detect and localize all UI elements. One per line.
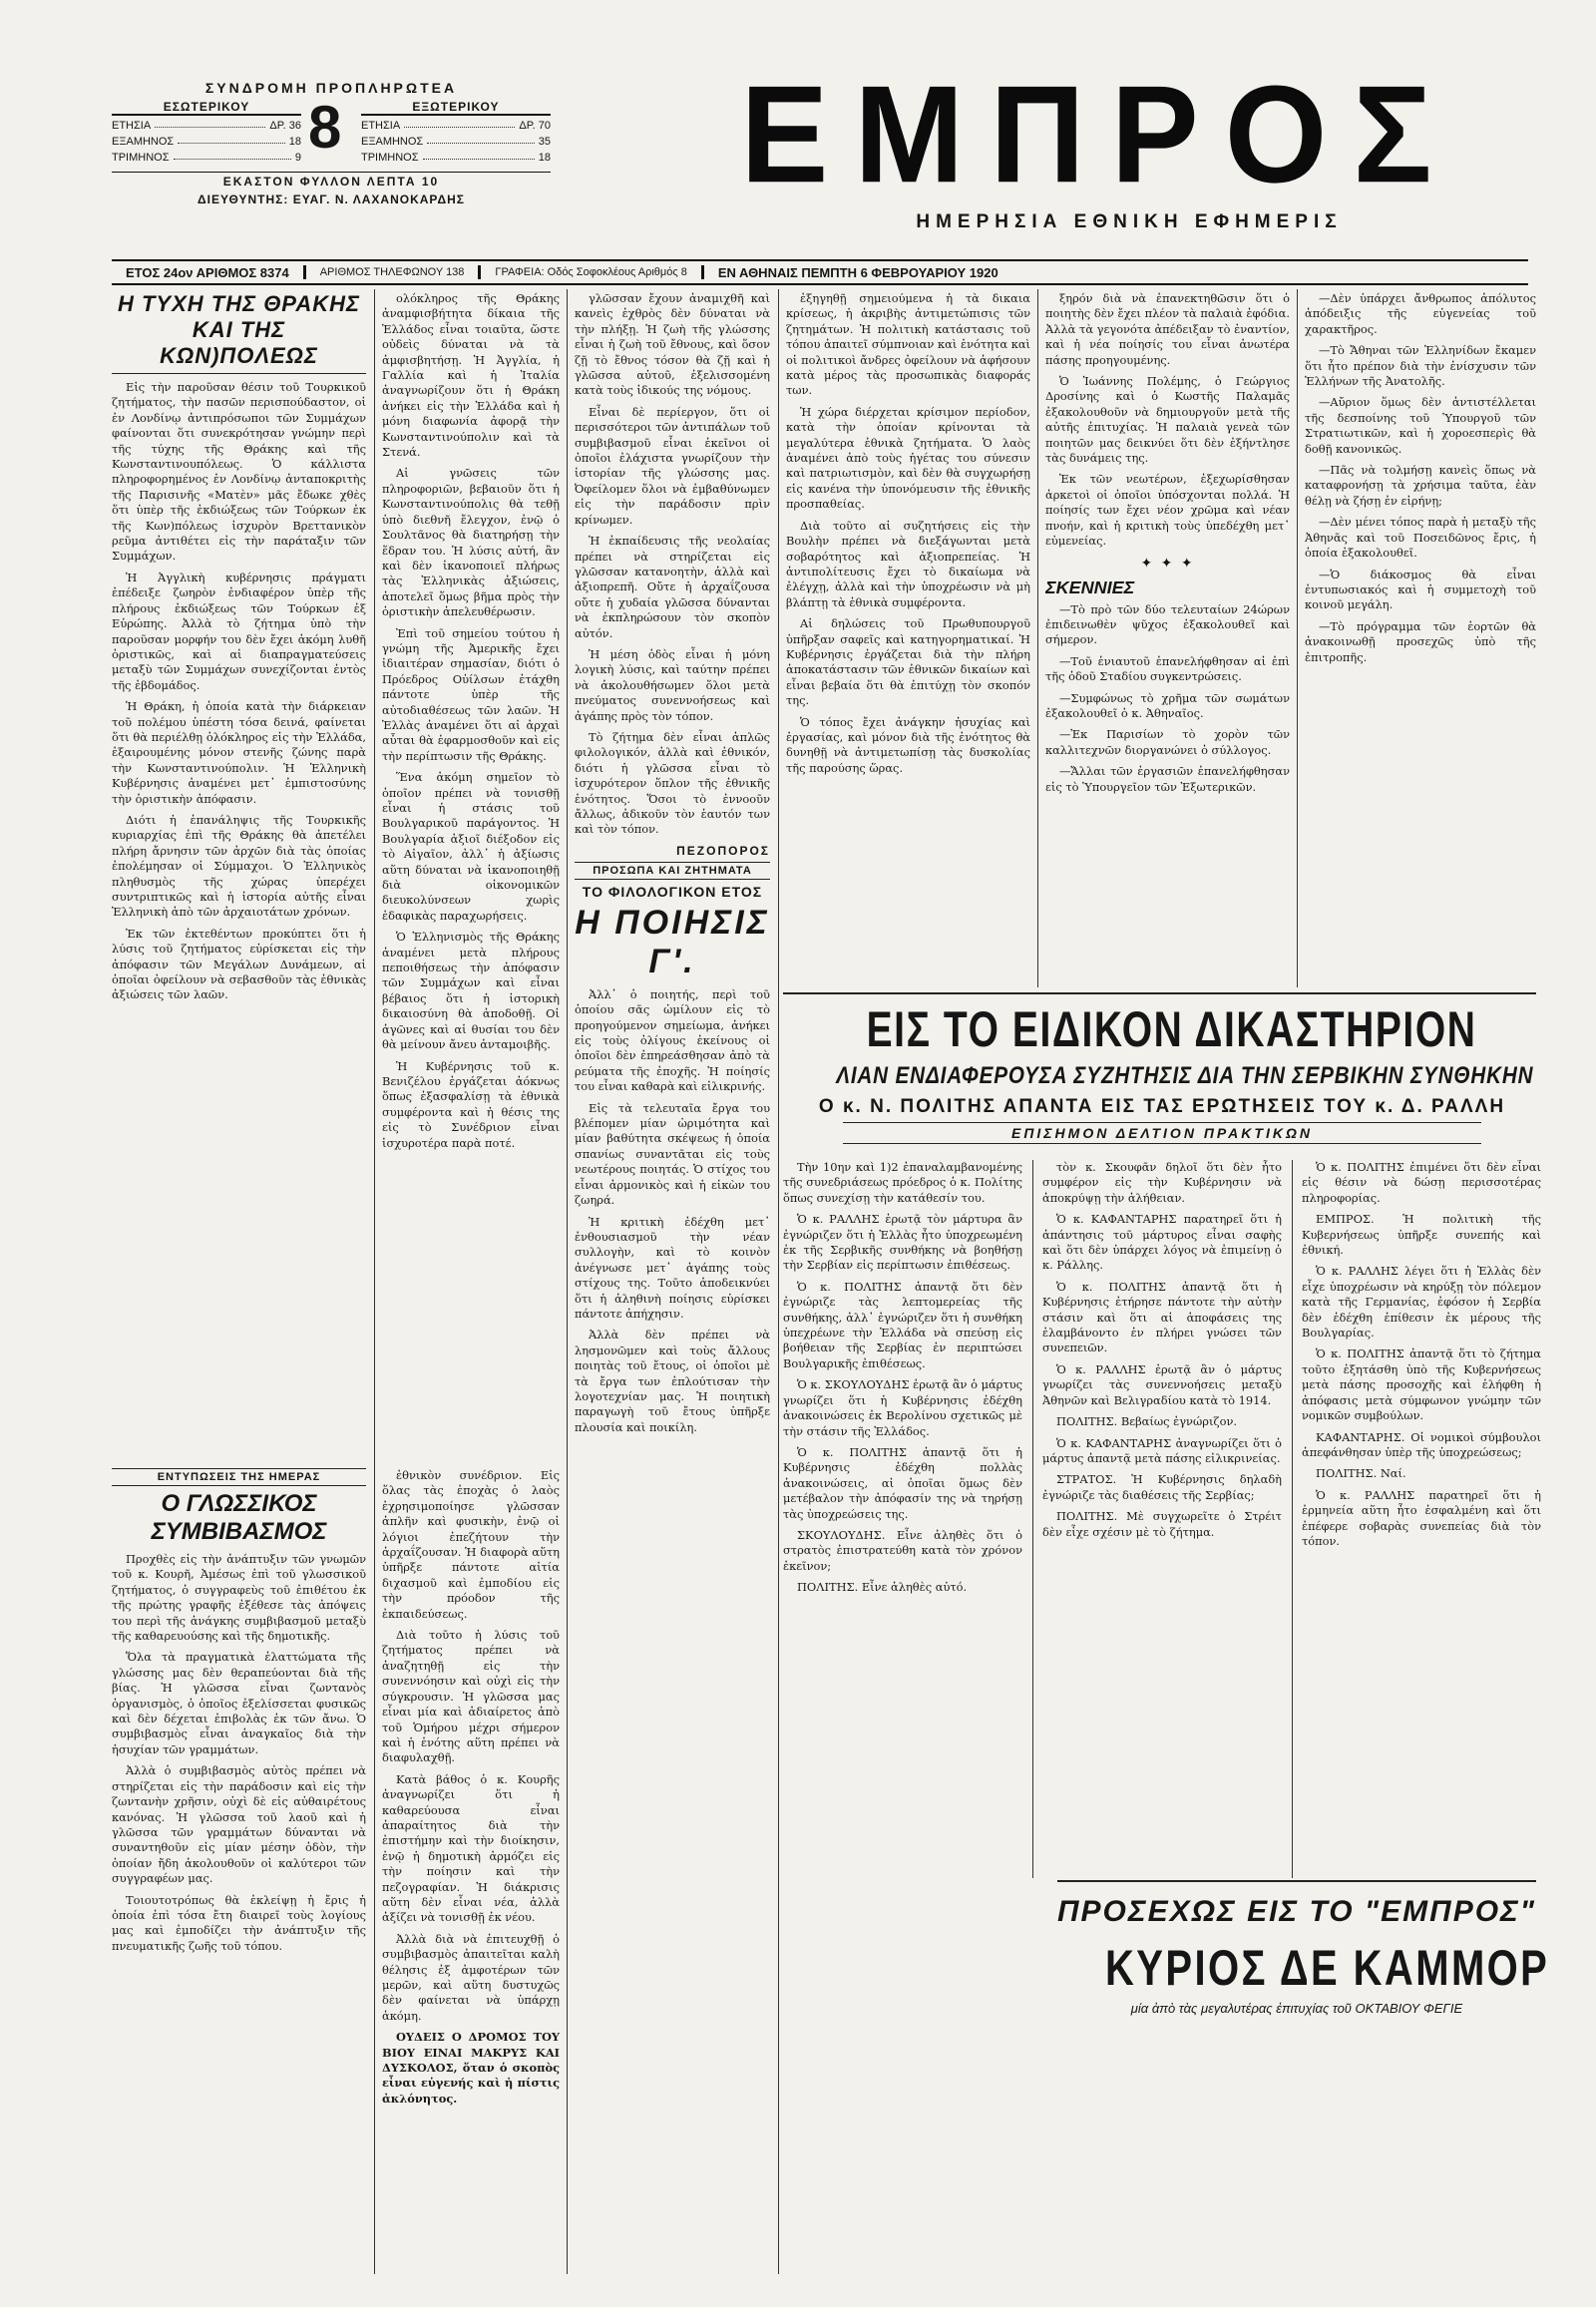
article-paragraph: Ἡ κριτικὴ ἐδέχθη μετ᾽ ἐνθουσιασμοῦ τὴν νέαν συλλογὴν, καὶ τὸ κοινὸν ἀνέγνωσε μετ᾽ ἀγάπης τοὺς στίχους της. Τοῦτο ἀποδεικνύει ὅτι ἡ ἀληθινὴ ποίησις εὑρίσκει πάντοτε ἀπήχησιν. — [575, 1214, 770, 1321]
column-rule — [374, 289, 375, 2274]
rate-value: 9 — [294, 152, 301, 164]
issue-phone: ΑΡΙΘΜΟΣ ΤΗΛΕΦΩΝΟΥ 138 — [319, 266, 465, 278]
lead-paragraph: Ὁ κ. ΡΑΛΛΗΣ λέγει ὅτι ἡ Ἑλλὰς δὲν εἶχε ὑποχρέωσιν νὰ κηρύξῃ τὸν πόλεμον κατὰ τῆς Γερμανίας, ἐφόσον ἡ Σερβία δὲν ἐδέχθη ἐπίθεσιν ἐκ μέρους τῆς Βουλγαρίας. — [1302, 1264, 1541, 1341]
article-paragraph: Διὰ τοῦτο αἱ συζητήσεις εἰς τὴν Βουλὴν πρέπει νὰ διεξάγωνται μετὰ σοβαρότητος καὶ ἀξιοπρεπείας. Ἡ ἀντιπολίτευσις ἔχει τὸ δικαίωμα νὰ ἐλέγχῃ, ἀλλὰ καὶ τὴν ὑποχρέωσιν νὰ μὴ βλάπτῃ τὰ ἐθνικὰ συμφέροντα. — [786, 518, 1030, 609]
article-paragraph: Ὁ τόπος ἔχει ἀνάγκην ἡσυχίας καὶ ἐργασίας, καὶ μόνον διὰ τῆς ἑνότητος θὰ δυνηθῇ νὰ ἀντιμετωπίσῃ τὰς δυσκολίας τῆς παρούσης ὥρας. — [786, 714, 1030, 775]
article-paragraph: Εἰς τὰ τελευταῖα ἔργα του βλέπομεν μίαν ὡριμότητα καὶ μίαν βαθύτητα σκέψεως ἡ ὁποία σπανίως συναντᾶται εἰς τοὺς νεωτέρους ποιητάς. Ὁ στίχος του εἶναι ἁρμονικὸς καὶ ἡ εἰκὼν του ζωηρά. — [575, 1100, 770, 1208]
issue-office: ΓΡΑΦΕΙΑ: Οδός Σοφοκλέους Αριθμός 8 — [495, 266, 687, 278]
lead-column — [1302, 1160, 1541, 1878]
issue-price-numeral: 8 — [308, 94, 342, 161]
article-paragraph: Ἀλλ᾽ ὁ ποιητής, περὶ τοῦ ὁποίου σᾶς ὡμίλουν εἰς τὸ προηγούμενον σημείωμα, ἀνήκει εἰς τοὺς ὀλίγους ἐκείνους οἱ ὁποῖοι δὲν ἐπηρεάσθησαν ἀπὸ τὰ ρεύματα τῆς ἐποχῆς. Ἡ ποίησίς του εἶναι καθαρὰ καὶ εἰλικρινής. — [575, 986, 770, 1094]
article-language — [112, 1468, 366, 2281]
announcement-title: ΠΡΟΣΕΧΩΣ ΕΙΣ ΤΟ "ΕΜΠΡΟΣ" — [1057, 1895, 1536, 1928]
article-paragraph: Ὁ Ἑλληνισμὸς τῆς Θράκης ἀναμένει μετὰ πλήρους πεποιθήσεως τὴν ἀπόφασιν τῶν Συμμάχων καὶ εἶναι βέβαιος ὅτι ἡ ἱστορικὴ δικαιοσύνη θὰ ἀποδοθῇ. Οἱ ἀγῶνες καὶ αἱ θυσίαι του δὲν θὰ μείνουν ἄνευ ἀνταμοιβῆς. — [382, 930, 560, 1052]
article-signature: ΠΕΖΟΠΟΡΟΣ — [676, 843, 770, 858]
article-paragraph: Ἐκ τῶν ἐκτεθέντων προκύπτει ὅτι ἡ λύσις τοῦ ζητήματος εὑρίσκεται εἰς τὴν ἀπόφασιν τῶν Μεγάλων Δυνάμεων, αἱ ὁποῖαι ὀφείλουν νὰ σεβασθοῦν τὰς ἐθνικὰς ἀξιώσεις τῶν λαῶν. — [112, 926, 366, 1002]
article-paragraph: γλῶσσαν ἔχουν ἀναμιχθῆ καὶ κανεὶς ἐχθρὸς δὲν δύναται νὰ τὴν πλήξῃ. Ἡ ζωὴ τῆς γλώσσης εἶναι ἡ ζωὴ τοῦ ἔθνους, καὶ ὅσον ζῇ τὸ ἔθνος τόσον θὰ ζῇ καὶ ἡ γλῶσσα αὐτοῦ, ἐξελισσομένη κατὰ τοὺς ἰδικούς της νόμους. — [575, 291, 770, 398]
announcement-name: ΚΥΡΙΟΣ ΔΕ ΚΑΜΜΟΡ — [1105, 1940, 1550, 1996]
issue-info-bar — [112, 259, 1528, 285]
rate-label: ΕΤΗΣΙΑ — [112, 120, 152, 132]
article-paragraph: ἐξηγηθῇ σημειούμενα ἡ τὰ δικαια κρίσεως, ἡ ἀκριβὴς ἀντιμετώπισις τῶν ζητημάτων. Ἡ πολιτικὴ κατάστασις τοῦ τόπου ἀπαιτεῖ σύμπνοιαν καὶ ἑνότητα καὶ οἱ πολιτικοὶ ἄνδρες ὀφείλουν νὰ ἀφήσουν κατὰ μέρος τὰς προσωπικὰς διαφοράς των. — [786, 291, 1030, 398]
domestic-head: ΕΣΩΤΕΡΙΚΟΥ — [112, 100, 301, 116]
lead-columns — [783, 1160, 1541, 1878]
article-title: Ο ΓΛΩΣΣΙΚΟΣ ΣΥΜΒΙΒΑΣΜΟΣ — [151, 1490, 327, 1545]
news-item: —Ἄλλαι τῶν ἐργασιῶν ἐπανελήφθησαν εἰς τὸ Ὑπουργεῖον τῶν Ἐξωτερικῶν. — [1045, 764, 1290, 794]
article-paragraph: Ἡ χώρα διέρχεται κρίσιμον περίοδον, κατὰ τὴν ὁποίαν κρίνονται τὰ μεγαλύτερα ἐθνικὰ ζητήματα. Ὁ λαὸς ἀναμένει ἀπὸ τοὺς ἡγέτας του σύνεσιν καὶ πατριωτισμὸν, καὶ δὲν θὰ συγχωρήσῃ εἰς κανένα τὴν ὑπονόμευσιν τῆς ἐθνικῆς προσπαθείας. — [786, 404, 1030, 512]
rate-label: ΤΡΙΜΗΝΟΣ — [361, 152, 419, 164]
article-paragraph: ολόκληρος τῆς Θράκης ἀναμφισβήτητα δίκαια τῆς Ἑλλάδος εἶναι τοιαῦτα, ὥστε οὐδεὶς δύναται νὰ τὰ ἀμφισβητήσῃ. Ἡ Ἀγγλία, ἡ Γαλλία καὶ ἡ Ἰταλία ἀναγνωρίζουν ὅτι ἡ Θράκη ἀνήκει εἰς τὴν Ἑλλάδα καὶ ἡ μόνη διαφωνία ἀφορᾷ τὴν Κωνσταντινούπολιν καὶ τὰ Στενά. — [382, 291, 560, 460]
lead-paragraph: Ὁ κ. ΠΟΛΙΤΗΣ ἀπαντᾷ ὅτι τὸ ζήτημα τοῦτο ἐξητάσθη ὑπὸ τῆς Κυβερνήσεως μετὰ πάσης προσοχῆς καὶ ἐλήφθη ἡ ἀπόφασις μετὰ σύμφωνον γνώμην τῶν νομικῶν συμβούλων. — [1302, 1346, 1541, 1423]
article-paragraph: Ἡ Ἀγγλικὴ κυβέρνησις πράγματι ἐπέδειξε ζωηρὸν ἐνδιαφέρον ὑπὲρ τῆς πλήρους ἐκδιώξεως τῶν Τούρκων ἐξ Εὐρώπης. Ἀλλὰ τὸ ζήτημα ὑπὸ τὴν παροῦσαν μορφήν του δὲν ἔχει ἀκόμη λυθῆ ὁριστικῶς, καὶ αἱ διαπραγματεύσεις μεταξὺ τῶν Συμμάχων συνεχίζονται ἐντὸς τῆς ἑβδομάδος. — [112, 570, 366, 692]
rate-value: ΔΡ. 70 — [519, 120, 551, 132]
column-rule — [1037, 289, 1038, 987]
article-paragraph: Κατὰ βάθος ὁ κ. Κουρῆς ἀναγνωρίζει ὅτι ἡ καθαρεύουσα εἶναι ἀπαραίτητος διὰ τὴν ἐπιστήμην καὶ τὴν διοίκησιν, ἐνῷ ἡ δημοτικὴ ἁρμόζει εἰς τὴν ποίησιν καὶ τὴν πεζογραφίαν. Ἡ διάκρισις αὕτη δὲν εἶναι νέα, ἀλλὰ ἀξίζει νὰ τονισθῇ ἐκ νέου. — [382, 1771, 560, 1925]
article-paragraph: Εἶναι δὲ περίεργον, ὅτι οἱ περισσότεροι τῶν ἀντιπάλων τοῦ συμβιβασμοῦ εἶναι ἐκεῖνοι οἱ ὁποῖοι ἐλάχιστα γνωρίζουν τὴν ἱστορίαν τῆς γλώσσης μας. Ὀφείλομεν ὅλοι νὰ ἐμβαθύνωμεν εἰς τὴν παράδοσιν πρὶν κρίνωμεν. — [575, 404, 770, 527]
column-rule — [1297, 289, 1298, 987]
article-paragraph: Τοιουτοτρόπως θὰ ἐκλείψῃ ἡ ἔρις ἡ ὁποία ἐπὶ τόσα ἔτη διαιρεῖ τοὺς λογίους μας καὶ ἐμποδίζει τὴν ἀνάπτυξιν τῆς πνευματικῆς ζωῆς τοῦ τόπου. — [112, 1892, 366, 1953]
article-language-continued — [382, 1468, 560, 2281]
article-title: Η ΠΟΙΗΣΙΣ Γ'. — [575, 903, 770, 980]
rate-label: ΕΤΗΣΙΑ — [361, 120, 401, 132]
rate-label: ΕΞΑΜΗΝΟΣ — [112, 136, 175, 148]
domestic-rates — [112, 100, 301, 164]
rate-value: 18 — [538, 152, 551, 164]
rate-value: ΔΡ. 36 — [269, 120, 301, 132]
article-paragraph: Προχθὲς εἰς τὴν ἀνάπτυξιν τῶν γνωμῶν τοῦ κ. Κουρῆ, Ἀμέσως ἐπὶ τοῦ γλωσσικοῦ ζητήματος, ὁ συγγραφεὺς τοῦ ἐπιθέτου ἐκ τῆς πρώτης γραφῆς ἐξέθεσε τὰς ἀπόψεις του περὶ τῆς ἀνάγκης συμβιβασμοῦ μεταξὺ τῆς καθαρευούσης καὶ τῆς δημοτικῆς. — [112, 1552, 366, 1644]
lead-paragraph: Ὁ κ. ΠΟΛΙΤΗΣ ἀπαντᾷ ὅτι δὲν ἐγνώριζε τὰς λεπτομερείας τῆς συνθήκης, ἀλλ᾽ ἐγνώριζεν ὅτι ἡ συνθήκη ὑπεχρέωνε τὴν Ἑλλάδα νὰ σπεύσῃ εἰς βοήθειαν τῆς Σερβίας ἐν περιπτώσει Βουλγαρικῆς ἐπιθέσεως. — [783, 1279, 1022, 1370]
lead-paragraph: ΠΟΛΙΤΗΣ. Ναί. — [1316, 1466, 1406, 1481]
article-social-notes — [1305, 291, 1536, 987]
lead-paragraph: ΣΚΟΥΛΟΥΔΗΣ. Εἶνε ἀληθὲς ὅτι ὁ στρατὸς ἐπιστρατεύθη κατὰ τὸν χρόνον ἐκεῖνον; — [783, 1527, 1022, 1573]
lead-paragraph: Ὁ κ. ΣΚΟΥΛΟΥΔΗΣ ἐρωτᾷ ἂν ὁ μάρτυς γνωρίζει ὅτι ἡ Κυβέρνησις ἐδέχθη ἀνακοινώσεις ἐκ Βερολίνου σχετικῶς μὲ τὴν στάσιν τῆς Ἑλλάδος. — [783, 1377, 1022, 1438]
article-paragraph: Ἐπὶ τοῦ σημείου τούτου ἡ γνώμη τῆς Ἀμερικῆς ἔχει ἰδιαιτέραν σημασίαν, διότι ὁ Πρόεδρος Οὐίλσων ἐτάχθη πάντοτε ὑπὲρ τῆς αὐτοδιαθέσεως τῶν λαῶν. Ἡ Ἑλλὰς ἀναμένει ὅτι αἱ ἀρχαὶ αὗται θὰ ἐφαρμοσθοῦν καὶ εἰς τὴν περίπτωσιν τῆς Θράκης. — [382, 625, 560, 763]
rate-value: 18 — [288, 136, 301, 148]
article-thrace-continued — [382, 291, 560, 1463]
article-paragraph: Ἀλλὰ διὰ νὰ ἐπιτευχθῇ ὁ συμβιβασμὸς ἀπαιτεῖται καλὴ θέλησις ἐξ ἀμφοτέρων τῶν μερῶν, καὶ αὕτη δυστυχῶς δὲν φαίνεται νὰ ὑπάρχῃ ἀκόμη. — [382, 1931, 560, 2023]
column-rule — [567, 289, 568, 2274]
price-line: ΕΚΑΣΤΟΝ ΦΥΛΛΟΝ ΛΕΠΤΑ 10 — [112, 172, 551, 189]
section-kicker: ΕΝΤΥΠΩΣΕΙΣ ΤΗΣ ΗΜΕΡΑΣ — [112, 1468, 366, 1486]
article-paragraph: Ἡ Κυβέρνησις τοῦ κ. Βενιζέλου ἐργάζεται ἀόκνως ὅπως ἐξασφαλίσῃ τὰ ἐθνικὰ συμφέροντα καὶ ἡ θέσις της εἰς τὸ Συνέδριον εἶναι ἰσχυροτέρα παρὰ ποτέ. — [382, 1058, 560, 1150]
article-paragraph: Ὅλα τὰ πραγματικὰ ἐλαττώματα τῆς γλώσσης μας δὲν θεραπεύονται διὰ τῆς βίας. Ἡ γλῶσσα εἶναι ζωντανὸς ὀργανισμὸς, ὁ ὁποῖος ἐξελίσσεται φυσικῶς καὶ δὲν δέχεται ἐπιβολὰς ἐκ τῶν ἄνω. Ὁ συμβιβασμὸς εἶναι ἀναγκαῖος διὰ τὴν ἡσυχίαν τῶν γραμμάτων. — [112, 1650, 366, 1756]
article-paragraph: Αἱ δηλώσεις τοῦ Πρωθυπουργοῦ ὑπῆρξαν σαφεῖς καὶ κατηγορηματικαί. Ἡ Κυβέρνησις ἐργάζεται διὰ τὴν πλήρη ἀποκατάστασιν τῶν ἐθνικῶν δικαίων καὶ εἶναι βεβαία ὅτι θὰ ἐπιτύχῃ τὸν σκοπόν της. — [786, 616, 1030, 708]
news-item: —Πᾶς νὰ τολμήσῃ κανεὶς ὅπως νὰ καταφρονήσῃ τὰ χρήσιμα ταῦτα, ἐὰν θέλῃ νὰ ζήσῃ ἐν εἰρήνῃ; — [1305, 463, 1536, 508]
subscription-title: ΣΥΝΔΡΟΜΗ ΠΡΟΠΛΗΡΩΤΕΑ — [204, 80, 458, 96]
article-title: Η ΤΥΧΗ ΤΗΣ ΘΡΑΚΗΣ ΚΑΙ ΤΗΣ ΚΩΝ)ΠΟΛΕΩΣ — [112, 291, 366, 374]
serial-announcement — [1057, 1895, 1550, 2017]
lead-column — [1042, 1160, 1282, 1878]
rate-label: ΤΡΙΜΗΝΟΣ — [112, 152, 170, 164]
rate-value: 35 — [538, 136, 551, 148]
lead-deck: Ο κ. Ν. ΠΟΛΙΤΗΣ ΑΠΑΝΤΑ ΕΙΣ ΤΑΣ ΕΡΩΤΗΣΕΙΣ ΤΟΥ κ. Δ. ΡΑΛΛΗ — [818, 1096, 1506, 1117]
newspaper-subtitle: ΗΜΕΡΗΣΙΑ ΕΘΝΙΚΗ ΕΦΗΜΕΡΙΣ — [916, 211, 1343, 232]
column-rule — [778, 289, 779, 2274]
lead-paragraph: ΠΟΛΙΤΗΣ. Εἶνε ἀληθὲς αὐτό. — [797, 1580, 968, 1595]
issue-year: ΕΤΟΣ 24ον ΑΡΙΘΜΟΣ 8374 — [126, 264, 289, 280]
lead-paragraph: Ὁ κ. ΚΑΦΑΝΤΑΡΗΣ ἀναγνωρίζει ὅτι ὁ μάρτυς ἀπαντᾷ μετὰ πάσης εἰλικρινείας. — [1042, 1435, 1282, 1465]
column-rule — [1032, 1160, 1033, 1878]
article-paragraph: Αἱ γνῶσεις τῶν πληροφοριῶν, βεβαιοῦν ὅτι ἡ Κωνσταντινούπολις θὰ τεθῇ ὑπὸ διεθνῆ ἔλεγχον, ἐνῷ ὁ Σουλτᾶνος θὰ διατηρήσῃ τὴν ἕδραν του. Ἡ λύσις αὐτή, ἂν καὶ δὲν ἱκανοποιεῖ πλήρως τὰς Ἑλληνικὰς ἀξιώσεις, ἀποτελεῖ ὅμως βῆμα πρὸς τὴν ὁριστικὴν ἀπελευθέρωσιν. — [382, 466, 560, 619]
lead-paragraph: Τὴν 10ην καὶ 1)2 ἐπαναλαμβανομένης τῆς συνεδριάσεως πρόεδρος ὁ κ. Πολίτης ὅπως συνεχίσῃ τὴν κατάθεσίν του. — [783, 1160, 1022, 1205]
article-paragraph: Διότι ἡ ἐπανάληψις τῆς Τουρκικῆς κυριαρχίας ἐπὶ τῆς Θράκης θὰ ἀπετέλει πλήρη ἄρνησιν τῶν ἀρχῶν διὰ τὰς ὁποίας ἐπολέμησαν οἱ Σύμμαχοι. Ὁ Ἑλληνικὸς πληθυσμὸς τῆς χώρας ὑπερέχει συντριπτικῶς καὶ ἡ ἱστορία αὐτῆς εἶναι Ἑλληνικὴ ἀπὸ τῶν ἀρχαιοτάτων χρόνων. — [112, 812, 366, 920]
lead-paragraph: Ὁ κ. ΠΟΛΙΤΗΣ ἀπαντᾷ ὅτι ἡ Κυβέρνησις ἐτήρησε πάντοτε τὴν αὐτὴν στάσιν καὶ ὅτι αἱ ἀποφάσεις της ἐλαμβάνοντο ἐν πλήρει γνώσει τῶν συνεπειῶν. — [1042, 1279, 1282, 1355]
lead-paragraph: ΠΟΛΙΤΗΣ. Βεβαίως ἐγνώριζον. — [1056, 1414, 1237, 1429]
lead-story — [783, 1000, 1541, 1595]
news-item: —Δὲν μένει τόπος παρὰ ἡ μεταξὺ τῆς Ἀθηνᾶς καὶ τοῦ Ποσειδῶνος ἔρις, ἡ ὁποία ἐξακολουθεῖ. — [1305, 515, 1536, 561]
article-paragraph: Ἀλλὰ ὁ συμβιβασμὸς αὐτὸς πρέπει νὰ στηρίζεται εἰς τὴν παράδοσιν καὶ εἰς τὴν ζωντανὴν χρῆσιν, οὐχὶ δὲ εἰς αὐθαιρέτους κανόνας. Ἡ γλῶσσα τοῦ λαοῦ καὶ ἡ γλῶσσα τῶν γραμμάτων δύνανται νὰ συναντηθοῦν εἰς μίαν μέσην ὁδὸν, τὴν ὁποίαν ἤδη ἀκολουθοῦν οἱ καλύτεροι τῶν συγγραφέων μας. — [112, 1763, 366, 1886]
article-paragraph: Εἰς τὴν παροῦσαν θέσιν τοῦ Τουρκικοῦ ζητήματος, τὴν πασῶν περισπούδαστον, οἱ ἐν Λονδίνῳ ἀντιπρόσωποι τῶν Συμμάχων φαίνονται ὅτι συνεκρότησαν γνώμην περὶ τῆς τύχης τῆς Θράκης καὶ τῆς Κωνσταντινουπόλεως. Ὁ κάλλιστα πληροφορημένος ἐν Λονδίνῳ ἀνταποκριτὴς τῆς Παρισινῆς «Ματὲν» μᾶς ἔδωκε χθὲς ὅτι ὑπὲρ τῆς ἐκδιώξεως τῶν Τούρκων ἐκ τῆς Κων)πόλεως ἰσχυρὸν Βρεττανικὸν ρεῦμα ἀντιθέτει εἰς τὴν παράταξιν τῶν Συμμάχων. — [112, 380, 366, 564]
foreign-head: ΕΞΩΤΕΡΙΚΟΥ — [361, 100, 551, 116]
foreign-rates — [361, 100, 551, 164]
article-thrace — [112, 291, 366, 1463]
article-paragraph: Ἡ Θράκη, ἡ ὁποία κατὰ τὴν διάρκειαν τοῦ πολέμου ὑπέστη τόσα δεινά, φαίνεται ὅτι θὰ περιέλθῃ ὁλόκληρος εἰς τὴν Ἑλλάδα, ἐξαιρουμένης μόνον στενῆς ζώνης παρὰ τὴν Κωνσταντινούπολιν. Ἡ Ἑλληνικὴ Κυβέρνησις ἀναμένει μετ᾽ ἐμπιστοσύνης τὴν ὁριστικὴν ἀπόφασιν. — [112, 699, 366, 806]
article-poetry — [575, 291, 770, 2281]
article-paragraph: Ὁ Ἰωάννης Πολέμης, ὁ Γεώργιος Δροσίνης καὶ ὁ Κωστῆς Παλαμᾶς ἐξακολουθοῦν νὰ δημιουργοῦν μετὰ τῆς αὐτῆς ἐπιτυχίας. Ἡ παλαιὰ γενεὰ τῶν ποιητῶν μας δεικνύει ὅτι δὲν ἐξήντλησε τὰς δυνάμεις της. — [1045, 374, 1290, 466]
article-paragraph: ΟΥΔΕΙΣ Ο ΔΡΟΜΟΣ ΤΟΥ ΒΙΟΥ ΕΙΝΑΙ ΜΑΚΡΥΣ ΚΑΙ ΔΥΣΚΟΛΟΣ, ὅταν ὁ σκοπὸς εἶναι εὐγενής καὶ ἡ πίστις ἀκλόνητος. — [382, 2030, 560, 2106]
director-line: ΔΙΕΥΘΥΝΤΗΣ: ΕΥΑΓ. Ν. ΛΑΧΑΝΟΚΑΡΔΗΣ — [197, 192, 466, 206]
article-paragraph: Ἡ ἐκπαίδευσις τῆς νεολαίας πρέπει νὰ στηρίζεται εἰς γλῶσσαν κατανοητὴν, ἀλλὰ καὶ ἀξιοπρεπῆ. Οὔτε ἡ ἀρχαΐζουσα οὔτε ἡ χυδαία γλῶσσα δύνανται νὰ ἐκπληρώσουν τὸν σκοπὸν αὐτόν. — [575, 534, 770, 640]
lead-subheadline: ΛΙΑΝ ΕΝΔΙΑΦΕΡΟΥΣΑ ΣΥΖΗΤΗΣΙΣ ΔΙΑ ΤΗΝ ΣΕΡΒΙΚΗΝ ΣΥΝΘΗΚΗΝ — [836, 1062, 1534, 1089]
lead-headline: ΕΙΣ ΤΟ ΕΙΔΙΚΟΝ ΔΙΚΑΣΤΗΡΙΟΝ — [866, 1001, 1477, 1057]
news-item: —Ἐκ Παρισίων τὸ χορὸν τῶν καλλιτεχνῶν διοργανώνει ὁ σύλλογος. — [1045, 727, 1290, 757]
article-paragraph: Ἀλλὰ δὲν πρέπει νὰ λησμονῶμεν καὶ τοὺς ἄλλους ποιητὰς τοῦ ἔτους, οἱ ὁποῖοι μὲ τὰ ἔργα των ἐπλούτισαν τὴν λογοτεχνίαν μας. Ἡ ποιητικὴ παραγωγὴ τοῦ ἔτους ὑπῆρξε πλουσία καὶ ποικίλη. — [575, 1328, 770, 1434]
lead-paragraph: Ὁ κ. ΠΟΛΙΤΗΣ ἀπαντᾷ ὅτι ἡ Κυβέρνησις ἐδέχθη πολλὰς ἀνακοινώσεις, αἱ ὁποῖαι ὅμως δὲν μετέβαλον τὴν ἀπόφασίν της νὰ τηρήσῃ τὰς ὑποχρεώσεις της. — [783, 1444, 1022, 1521]
lead-paragraph: ΚΑΦΑΝΤΑΡΗΣ. Οἱ νομικοὶ σύμβουλοι ἀπεφάνθησαν ὑπὲρ τῆς ὑποχρεώσεως; — [1302, 1429, 1541, 1459]
lead-column — [783, 1160, 1022, 1878]
news-item: —Συμφώνως τὸ χρῆμα τῶν σωμάτων ἐξακολουθεῖ ὁ κ. Ἀθηναῖος. — [1045, 690, 1290, 720]
section-kicker: ΠΡΟΣΩΠΑ ΚΑΙ ΖΗΤΗΜΑΤΑ — [575, 862, 770, 880]
news-item: —Αὔριον ὅμως δὲν ἀντιστέλλεται τῆς δεσποίνης τοῦ Ὑπουργοῦ τῶν Στρατιωτικῶν, καὶ ἡ χοροεσπερὶς θὰ δοθῇ κανονικῶς. — [1305, 395, 1536, 456]
lead-paragraph: ΣΤΡΑΤΟΣ. Ἡ Κυβέρνησις δηλαδὴ ἐγνώριζε τὰς διαθέσεις τῆς Σερβίας; — [1042, 1472, 1282, 1502]
lead-paragraph: Ὁ κ. ΡΑΛΛΗΣ παρατηρεῖ ὅτι ἡ ἑρμηνεία αὕτη ἦτο ἐσφαλμένη καὶ ὅτι ἐπέφερε σοβαρὰς συνεπείας διὰ τὸν τόπον. — [1302, 1487, 1541, 1548]
article-politics — [786, 291, 1030, 987]
announcement-note: μία ἀπὸ τὰς μεγαλυτέρας ἐπιτυχίας τοῦ ΟΚΤΑΒΙΟΥ ΦΕΓΙΕ — [1130, 2001, 1463, 2016]
article-paragraph: Τὸ ζήτημα δὲν εἶναι ἁπλῶς φιλολογικόν, ἀλλὰ καὶ ἐθνικόν, διότι ἡ γλῶσσα εἶναι τὸ ἰσχυρότερον ὅπλον τῆς ἐθνικῆς ἑνότητος. Ὅσοι τὸ ἐννοοῦν ἄλλως, ἀδικοῦν τὸν ἑαυτόν των καὶ τὸν τόπον. — [575, 729, 770, 837]
section-title: ΣΚΕΝΝΙΕΣ — [1045, 577, 1135, 597]
article-paragraph: ἐθνικὸν συνέδριον. Εἰς ὅλας τὰς ἐποχὰς ὁ λαὸς ἐχρησιμοποίησε γλῶσσαν ἁπλῆν καὶ φυσικὴν, ἐνῷ οἱ λόγιοι ἐπεζήτουν τὴν ἀρχαΐζουσαν. Ἡ διαφορὰ αὕτη ὑπῆρξε πάντοτε αἰτία διχασμοῦ καὶ ἐμποδίου εἰς τὴν πρόοδον τῆς ἐκπαιδεύσεως. — [382, 1468, 560, 1621]
article-paragraph: Ἕνα ἀκόμη σημεῖον τὸ ὁποῖον πρέπει νὰ τονισθῇ εἶναι ἡ στάσις τοῦ Βουλγαρικοῦ παράγοντος. Ἡ Βουλγαρία ἀξιοῖ διέξοδον εἰς τὸ Αἰγαῖον, ἀλλ᾽ ἡ ἀξίωσις αὕτη δύναται νὰ ἱκανοποιηθῇ διὰ οἰκονομικῶν διευκολύνσεων χωρὶς ἐδαφικὰς παραχωρήσεις. — [382, 770, 560, 923]
newspaper-logo: ΕΜΠΡΟΣ — [740, 57, 1458, 211]
lead-paragraph: ΠΟΛΙΤΗΣ. Μὲ συγχωρεῖτε ὁ Στρέιτ δὲν εἶχε σχέσιν μὲ τὸ ζήτημα. — [1042, 1509, 1282, 1539]
subscription-box — [112, 80, 551, 206]
lead-paragraph: ΕΜΠΡΟΣ. Ἡ πολιτικὴ τῆς Κυβερνήσεως ὑπῆρξε συνεπής καὶ ἐθνική. — [1302, 1212, 1541, 1258]
article-poets-and-news — [1045, 291, 1290, 987]
lead-paragraph: Ὁ κ. ΡΑΛΛΗΣ ἐρωτᾷ ἂν ὁ μάρτυς γνωρίζει τὰς συνεννοήσεις μεταξὺ Ἀθηνῶν καὶ Βελιγραδίου κατὰ τὸ 1914. — [1042, 1361, 1282, 1407]
lead-paragraph: Ὁ κ. ΡΑΛΛΗΣ ἐρωτᾷ τὸν μάρτυρα ἂν ἐγνώριζεν ὅτι ἡ Ἑλλὰς ἦτο ὑποχρεωμένη ἐκ τῆς Σερβικῆς συνθήκης νὰ βοηθήσῃ τὴν Σερβίαν εἰς περίπτωσιν ἐπιθέσεως. — [783, 1212, 1022, 1273]
section-rule — [783, 992, 1536, 994]
rate-label: ΕΞΑΜΗΝΟΣ — [361, 136, 424, 148]
article-paragraph: Ἡ μέση ὁδὸς εἶναι ἡ μόνη λογικὴ λύσις, καὶ ταύτην πρέπει νὰ ἀκολουθήσωμεν ὅλοι μετὰ πνεύματος συνεννοήσεως καὶ ἀγάπης πρὸς τὸν τόπον. — [575, 646, 770, 723]
lead-source-line: ΕΠΙΣΗΜΟΝ ΔΕΛΤΙΟΝ ΠΡΑΚΤΙΚΩΝ — [843, 1122, 1481, 1144]
news-item: —Δὲν ὑπάρχει ἄνθρωπος ἀπόλυτος ἀπόδειξις τῆς εὐγενείας τοῦ χαρακτῆρος. — [1305, 291, 1536, 336]
section-rule — [1057, 1880, 1536, 1882]
issue-date: ΕΝ ΑΘΗΝΑΙΣ ΠΕΜΠΤΗ 6 ΦΕΒΡΟΥΑΡΙΟΥ 1920 — [717, 264, 998, 280]
article-paragraph: Διὰ τοῦτο ἡ λύσις τοῦ ζητήματος πρέπει νὰ ἀναζητηθῇ εἰς τὴν συνεννόησιν καὶ οὐχὶ εἰς τὴν σύγκρουσιν. Ἡ γλῶσσα μας εἶναι μία καὶ ἀδιαίρετος ἀπὸ τοῦ Ὁμήρου μέχρι σήμερον καὶ ἡ ἑνότης αὕτη πρέπει νὰ διαφυλαχθῇ. — [382, 1628, 560, 1765]
news-item: —Ὁ διάκοσμος θὰ εἶναι ἐντυπωσιακός καὶ ἡ συμμετοχὴ τοῦ κοινοῦ μεγάλη. — [1305, 567, 1536, 612]
news-item: —Τοῦ ἐνιαυτοῦ ἐπανελήφθησαν αἱ ἐπὶ τῆς ὁδοῦ Σταδίου συγκεντρώσεις. — [1045, 653, 1290, 684]
article-paragraph: Ἐκ τῶν νεωτέρων, ἐξεχωρίσθησαν ἀρκετοὶ οἱ ὁποῖοι ὑπόσχονται πολλά. Ἡ ποίησίς των ἔχει νέον χρῶμα καὶ νέαν πνοήν, καὶ ἡ κριτικὴ τοὺς ὑπεδέχθη μετ᾽ εὐμενείας. — [1045, 472, 1290, 549]
column-rule — [1292, 1160, 1293, 1878]
lead-paragraph: Ὁ κ. ΚΑΦΑΝΤΑΡΗΣ παρατηρεῖ ὅτι ἡ ἀπάντησις τοῦ μάρτυρος εἶναι σαφὴς καὶ ὅτι δὲν ὑπάρχει λόγος νὰ ἐπιμείνῃ ὁ κ. Ράλλης. — [1042, 1212, 1282, 1273]
lead-paragraph: Ὁ κ. ΠΟΛΙΤΗΣ ἐπιμένει ὅτι δὲν εἶναι εἰς θέσιν νὰ δώσῃ περισσοτέρας πληροφορίας. — [1302, 1160, 1541, 1205]
masthead — [112, 57, 1528, 254]
ornament-divider: ✦ ✦ ✦ — [1140, 555, 1195, 572]
section-title: ΤΟ ΦΙΛΟΛΟΓΙΚΟΝ ΕΤΟΣ — [582, 883, 763, 900]
lead-paragraph: τὸν κ. Σκουφᾶν δηλοῖ ὅτι δὲν ἦτο συμφέρον εἰς τὴν Κυβέρνησιν νὰ ἀποκρύψῃ τὴν ἀλήθειαν. — [1042, 1160, 1282, 1205]
news-item: —Τὸ πρόγραμμα τῶν ἑορτῶν θὰ ἀνακοινωθῇ προσεχῶς ὑπὸ τῆς ἐπιτροπῆς. — [1305, 618, 1536, 664]
news-item: —Τὸ Ἄθηναι τῶν Ἑλληνίδων ἔκαμεν ὅτι ἦτο πρέπον διὰ τὴν ἐνίσχυσιν τῶν Ἑλλήνων τῆς Ἀνατολῆς. — [1305, 343, 1536, 389]
article-paragraph: ξηρόν διὰ νὰ ἐπανεκτηθῶσιν ὅτι ὁ ποιητὴς δὲν ἔχει πλέον τὰ παλαιὰ ἐφόδια. Ἀλλὰ τὰ γεγονότα ἀπέδειξαν τὸ ἐναντίον, καὶ ἡ νέα ποίησίς του εἶναι ἀνωτέρα πάσης προηγουμένης. — [1045, 291, 1290, 367]
news-item: —Τὸ πρὸ τῶν δύο τελευταίων 24ώρων ἐπιδεινωθὲν ψῦχος ἐξακολουθεῖ καὶ σήμερον. — [1045, 601, 1290, 647]
